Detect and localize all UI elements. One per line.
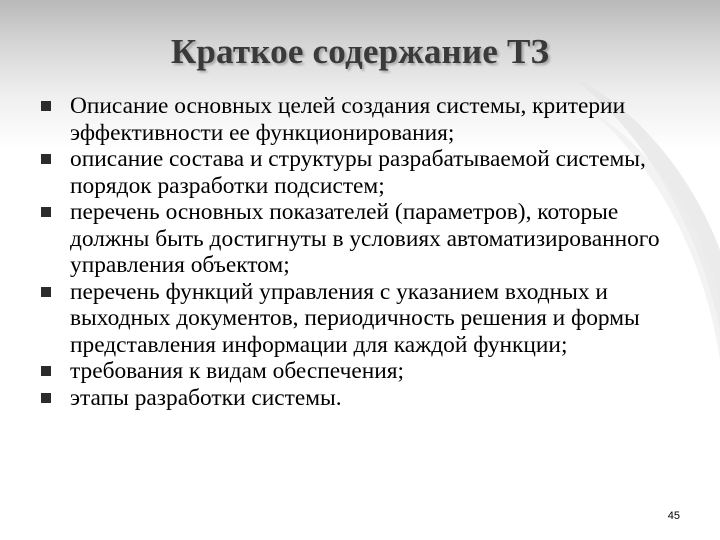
square-bullet-icon [41, 154, 51, 164]
bullet-text: описание состава и структуры разрабатываемой системы, порядок разработки подсистем; [70, 146, 646, 199]
page-number: 45 [667, 510, 680, 522]
bullet-text: перечень функций управления с указанием входных и выходных документов, периодичность решения и формы представления информации для каждой функции; [70, 278, 640, 358]
square-bullet-icon [41, 207, 51, 217]
square-bullet-icon [41, 101, 51, 111]
bullet-text: перечень основных показателей (параметров), которые должны быть достигнуты в условиях автоматизированного управления объектом; [70, 199, 660, 278]
bullet-item [40, 146, 690, 199]
square-bullet-icon [41, 287, 51, 297]
bullet-text: этапы разработки системы. [70, 384, 342, 411]
bullet-item [40, 358, 690, 385]
bullet-text: требования к видам обеспечения; [70, 358, 405, 384]
bullet-text: Описание основных целей создания системы, критерии эффективности ее функционирования; [70, 93, 626, 146]
slide-title: Краткое содержание ТЗ [170, 32, 550, 71]
bullet-list [40, 93, 690, 411]
bullet-item [40, 279, 690, 359]
bullet-item [40, 199, 690, 279]
square-bullet-icon [41, 393, 51, 403]
bullet-item [40, 93, 690, 146]
square-bullet-icon [41, 366, 51, 376]
bullet-item [40, 385, 690, 412]
